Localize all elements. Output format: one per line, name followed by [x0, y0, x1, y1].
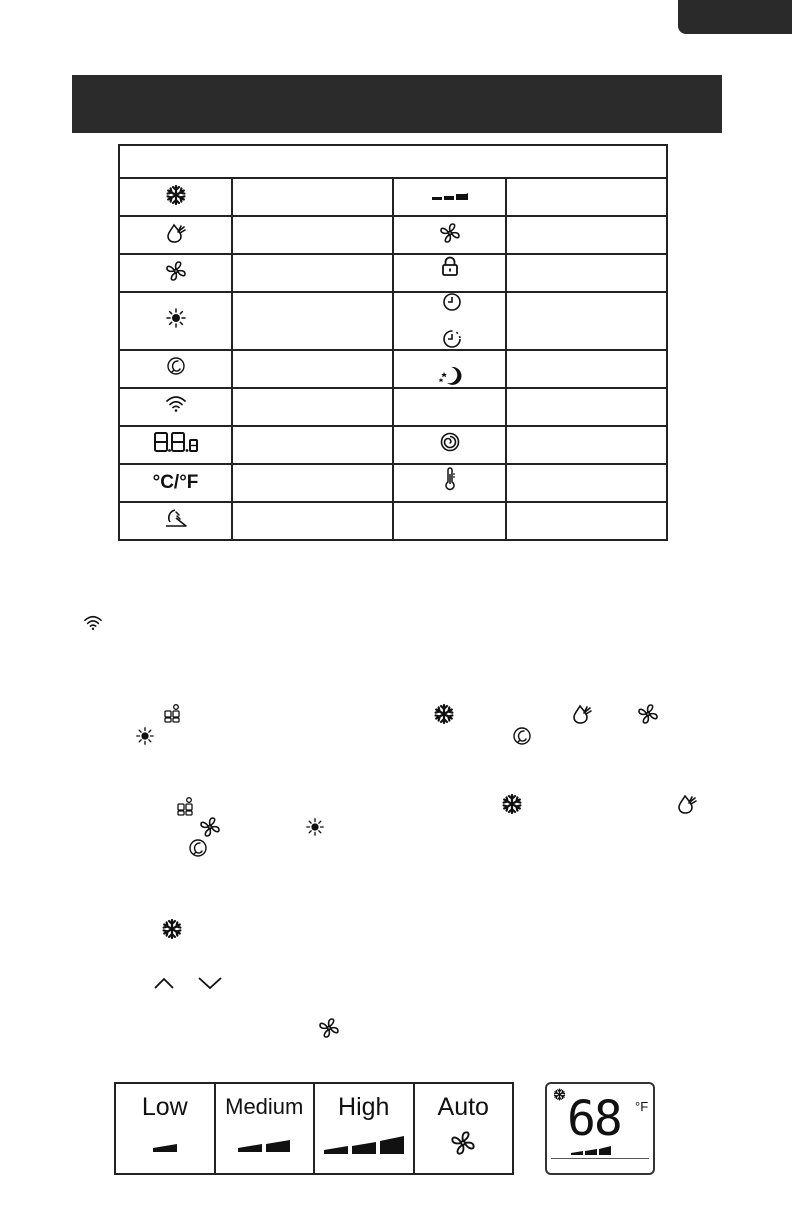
turbo-icon — [439, 431, 461, 453]
page-corner-tab — [678, 0, 792, 34]
fan-icon — [199, 816, 221, 838]
fan-icon — [439, 222, 461, 244]
cool-icon — [165, 184, 187, 206]
eco-icon — [512, 726, 532, 746]
display-symbols-table — [118, 144, 668, 541]
table-header-cell — [119, 145, 667, 178]
description-cell — [232, 464, 393, 502]
description-cell — [232, 292, 393, 349]
symbol-cell — [393, 216, 506, 254]
description-cell — [232, 388, 393, 426]
eco-icon — [166, 356, 186, 376]
description-cell — [232, 254, 393, 292]
lcd-divider — [551, 1158, 649, 1159]
symbol-cell — [393, 464, 506, 502]
description-cell — [232, 350, 393, 388]
fan-speed-bars-icon — [116, 1133, 214, 1153]
fan-level-high — [314, 1083, 414, 1174]
thermometer-icon — [443, 467, 457, 493]
cool-icon — [161, 918, 183, 940]
fan-speed-bars-icon — [571, 1144, 613, 1156]
wifi-icon — [83, 614, 103, 632]
lcd-temperature: 68 — [567, 1091, 621, 1147]
description-cell — [506, 388, 667, 426]
fan-level-label: High — [338, 1093, 390, 1121]
fan-level-label: Auto — [437, 1093, 489, 1121]
fan-level-label: Low — [141, 1093, 188, 1121]
lcd-display — [545, 1082, 655, 1175]
fan-level-low — [115, 1083, 215, 1174]
heat-icon — [165, 307, 187, 329]
description-cell — [506, 216, 667, 254]
description-cell — [506, 464, 667, 502]
table-row — [119, 426, 667, 464]
table-row — [119, 178, 667, 216]
symbol-cell — [393, 292, 506, 349]
sleep-icon — [438, 365, 462, 387]
fan-icon — [637, 703, 659, 725]
symbol-cell — [119, 254, 232, 292]
table-row — [119, 292, 667, 349]
symbol-cell — [119, 292, 232, 349]
lock-icon — [440, 256, 460, 278]
heat-icon — [305, 817, 325, 837]
symbol-cell — [119, 350, 232, 388]
dry-icon — [676, 793, 698, 815]
eco-icon — [188, 838, 208, 858]
mode-button-icon — [162, 703, 182, 725]
table-row — [119, 254, 667, 292]
fan-speed-levels — [114, 1082, 514, 1175]
symbol-cell — [119, 388, 232, 426]
description-cell — [232, 216, 393, 254]
cool-icon — [433, 703, 455, 725]
description-cell — [232, 502, 393, 540]
section-header-bar — [72, 75, 722, 133]
description-cell — [506, 254, 667, 292]
mode-button-icon — [175, 796, 195, 818]
description-cell — [506, 350, 667, 388]
symbol-cell — [393, 502, 506, 540]
symbol-cell — [393, 426, 506, 464]
symbol-cell — [119, 426, 232, 464]
fan-level-medium — [215, 1083, 315, 1174]
wifi-icon — [165, 394, 187, 414]
fan-speed-bars-icon — [432, 189, 468, 201]
symbol-cell — [119, 178, 232, 216]
dry-icon — [571, 703, 593, 725]
fan-speed-bars-icon — [216, 1133, 314, 1153]
description-cell — [506, 502, 667, 540]
cool-icon — [553, 1088, 566, 1101]
heat-icon — [135, 726, 155, 746]
description-cell — [232, 426, 393, 464]
symbol-cell — [119, 216, 232, 254]
table-row — [119, 388, 667, 426]
table-row — [119, 502, 667, 540]
symbol-cell — [119, 464, 232, 502]
down-arrow-icon — [197, 976, 223, 990]
symbol-cell — [393, 388, 506, 426]
cool-icon — [501, 793, 523, 815]
digital-display-icon — [154, 431, 198, 453]
timer-off-icon — [442, 329, 462, 349]
symbol-cell — [393, 254, 506, 292]
description-cell — [506, 426, 667, 464]
table-header-row — [119, 145, 667, 178]
celsius-fahrenheit-icon: °C/°F — [152, 471, 199, 493]
description-cell — [232, 178, 393, 216]
fan-icon — [165, 260, 187, 282]
table-row — [119, 464, 667, 502]
description-cell — [506, 292, 667, 349]
lcd-unit: °F — [635, 1099, 649, 1114]
fan-icon — [415, 1130, 513, 1156]
fan-level-label: Medium — [225, 1094, 304, 1119]
up-arrow-icon — [153, 976, 175, 990]
fan-speed-bars-icon — [315, 1133, 413, 1155]
symbol-cell — [393, 350, 506, 388]
table-row — [119, 350, 667, 388]
timer-on-icon — [442, 292, 462, 312]
fan-icon — [318, 1017, 340, 1039]
symbol-cell — [119, 502, 232, 540]
fan-level-auto — [414, 1083, 514, 1174]
symbol-cell — [393, 178, 506, 216]
description-cell — [506, 178, 667, 216]
table-row — [119, 216, 667, 254]
swing-icon — [163, 507, 189, 529]
dry-icon — [165, 222, 187, 244]
